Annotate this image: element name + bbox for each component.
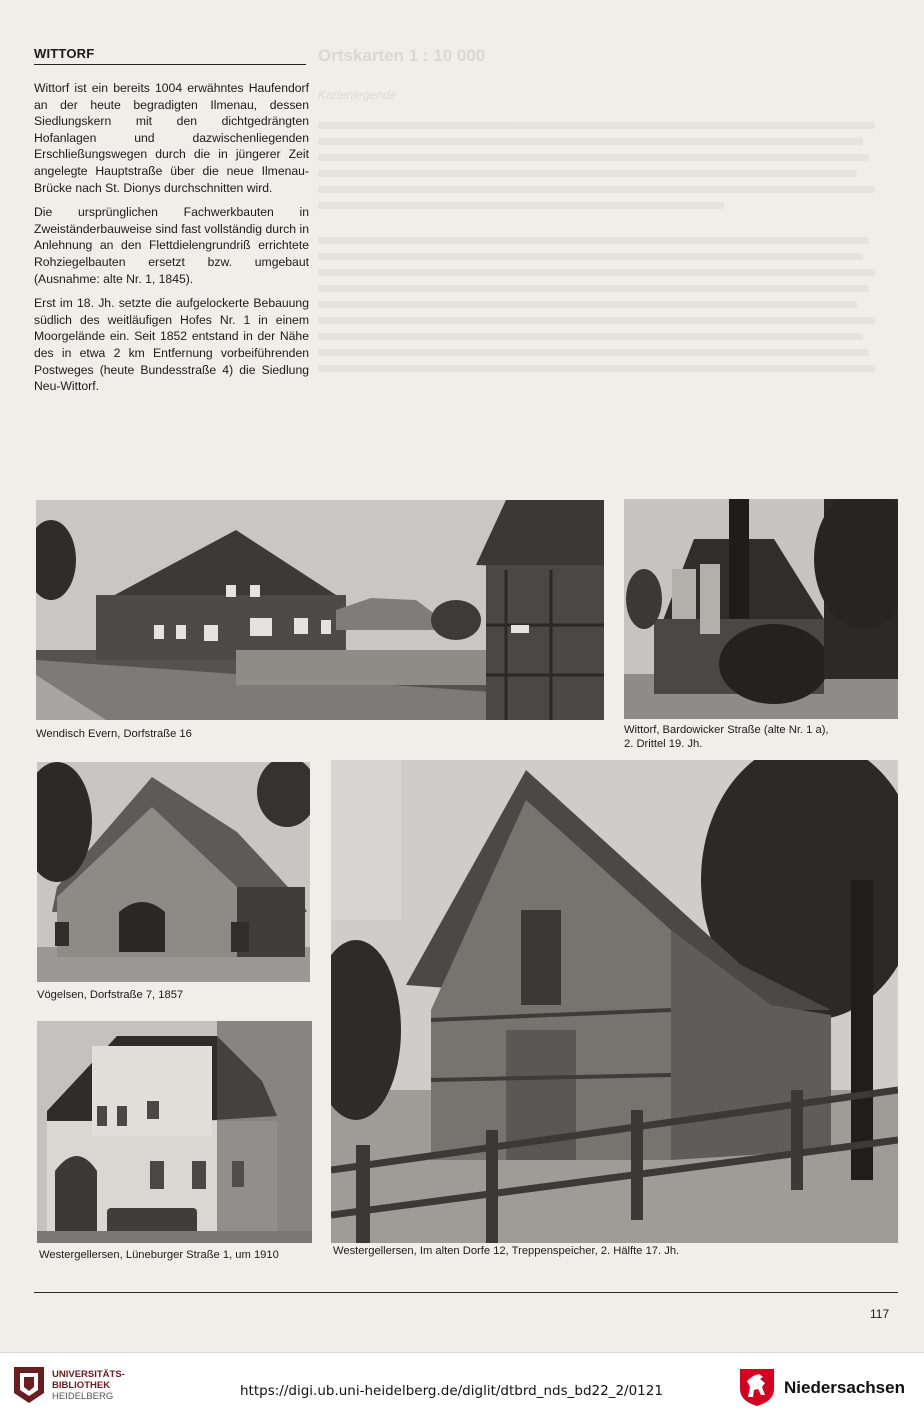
caption-voegelsen: Vögelsen, Dorfstraße 7, 1857: [37, 989, 184, 1001]
photo-westergellersen-treppenspeicher: [331, 760, 898, 1243]
body-text: [34, 80, 309, 403]
show-through-subtitle: Kartenlegende: [318, 88, 397, 102]
paragraph-2: Die ursprünglichen Fachwerkbauten in Zweiständerbauweise sind fast vollständig durch in Anlehnung an den Flettdielengrundriß errichtete Rohziegelbauten ersetzt bzw. umgebaut (Ausnahme: alte Nr. 1, 1845).: [34, 205, 309, 286]
caption-wittorf: [624, 723, 829, 751]
library-line-1: UNIVERSITÄTS-: [52, 1369, 125, 1380]
section-heading: WITTORF: [34, 46, 306, 65]
university-library-name: [52, 1369, 125, 1402]
caption-westergellersen-lueneburger-strasse: Westergellersen, Lüneburger Straße 1, um 1910: [39, 1249, 279, 1261]
paragraph-1: Wittorf ist ein bereits 1004 erwähntes Haufendorf an der heute begradigten Ilmenau, dessen Siedlungskern mit den dichtgedrängten Hofanlagen und dazwischenliegenden Erschließungswegen durch die in jüngerer Zeit angelegte Hauptstraße über die neue Ilmenau-Brücke nach St. Dionys durchschnitten wird.: [34, 81, 309, 195]
viewer-footer: [0, 1352, 924, 1421]
photo-wendisch-evern: [36, 500, 604, 720]
caption-wittorf-line-1: Wittorf, Bardowicker Straße (alte Nr. 1 a),: [624, 724, 829, 736]
page-number: 117: [870, 1307, 890, 1321]
university-library-logo-icon[interactable]: [12, 1363, 46, 1405]
paragraph-3: Erst im 18. Jh. setzte die aufgelockerte Bebauung südlich des weitläufigen Hofes Nr. 1 in einem Moorgelände ein. Seit 1852 entstand in der Nähe des in etwa 2 km Entfernung vorbeiführenden Postweges (heute Bundesstraße 4) die Siedlung Neu-Wittorf.: [34, 296, 309, 394]
permalink-url[interactable]: https://digi.ub.uni-heidelberg.de/diglit/dtbrd_nds_bd22_2/0121: [240, 1383, 663, 1399]
photo-voegelsen: [37, 762, 310, 982]
niedersachsen-label: Niedersachsen: [784, 1378, 905, 1397]
caption-westergellersen-treppenspeicher: Westergellersen, Im alten Dorfe 12, Treppenspeicher, 2. Hälfte 17. Jh.: [333, 1245, 680, 1257]
bottom-rule: [34, 1292, 898, 1293]
photo-westergellersen-lueneburger-strasse: [37, 1021, 312, 1243]
library-line-3: HEIDELBERG: [52, 1391, 114, 1402]
caption-wendisch-evern: Wendisch Evern, Dorfstraße 16: [36, 728, 192, 740]
caption-wittorf-line-2: 2. Drittel 19. Jh.: [624, 738, 703, 750]
show-through-text: [318, 46, 898, 381]
library-line-2: BIBLIOTHEK: [52, 1380, 111, 1391]
show-through-title: Ortskarten 1 : 10 000: [318, 46, 486, 65]
niedersachsen-horse-icon[interactable]: [738, 1367, 776, 1407]
photo-wittorf: [624, 499, 898, 719]
